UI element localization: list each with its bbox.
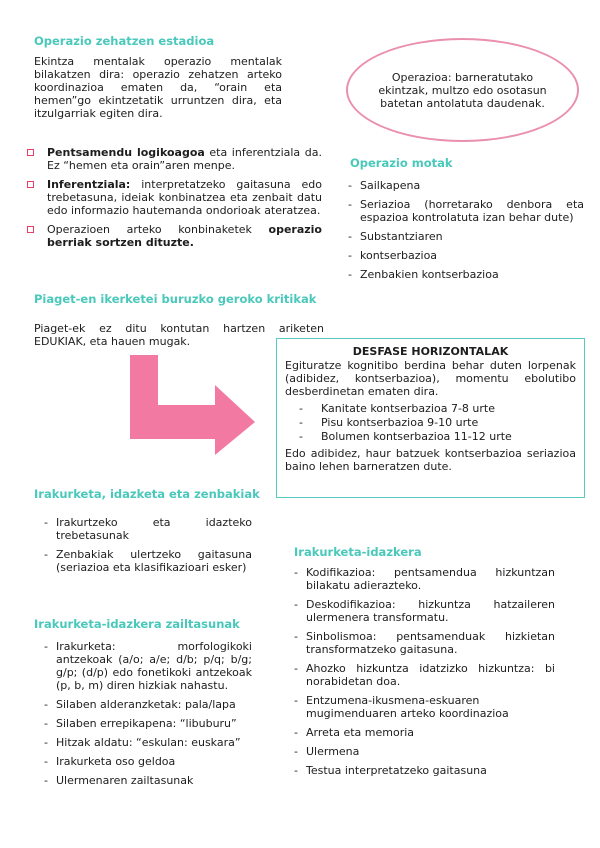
desfase-title: DESFASE HORIZONTALAK [352,345,509,358]
ellipse-text: Operazioa: barneratutako ekintzak, multzo edo osotasun batetan antolatuta daudenak. [378,70,547,110]
list-item: - Deskodifikazioa: hizkuntza hatzaileren ulermenera transformatu. [292,598,555,624]
list-item: - Kodifikazioa: pentsamendua hizkuntzan bilakatu adierazteko. [292,566,555,592]
difficulties-list [42,640,252,793]
literacy-heading: Irakurketa-idazkera [294,545,422,559]
stage-bullets [27,146,322,255]
list-item: - Zenbakiak ulertzeko gaitasuna (seriazioa eta klasifikazioari esker) [42,548,252,574]
list-item: - Irakurketa oso geldoa [42,755,252,768]
list-item: - Sinbolismoa: pentsamenduak hizkietan transformatzeko gaitasuna. [292,630,555,656]
list-item: - Silaben errepikapena: “libuburu” [42,717,252,730]
list-item: - Silaben alderanzketak: pala/lapa [42,698,252,711]
types-list [346,179,584,287]
list-item: - Sailkapena [346,179,584,192]
list-item: - Irakurketa: morfologikoki antzekoak (a/o; a/e; d/b; p/q; b/g; g/p; (d/p) edo fonetikoki antzekoak (p, b, m) diren hizkiak nahastu. [42,640,252,692]
list-item: - Substantziaren [346,230,584,243]
arrow-right-icon [120,355,260,455]
list-item: - Pisu kontserbazioa 9-10 urte [285,416,576,429]
stage-bullet: Pentsamendu logikoagoa eta inferentziala da. Ez “hemen eta orain”aren menpe. [27,146,322,172]
piaget-text: Piaget-ek ez ditu kontutan hartzen ariketen EDUKIAK, eta hauen mugak. [34,322,324,348]
stage-text: Ekintza mentalak operazio mentalak bilakatzen dira: operazio zehatzen arteko koordinazioa ematen da, “orain eta hemen”go ekintzetatik urruntzen dira, eta itzulgarriak egiten dira. [34,55,282,120]
square-bullet-icon [27,149,34,156]
list-item: - Ulermenaren zailtasunak [42,774,252,787]
difficulties-heading: Irakurketa-idazkera zailtasunak [34,617,240,631]
reading-list [42,516,252,580]
list-item: - Kanitate kontserbazioa 7-8 urte [285,402,576,415]
list-item: - Bolumen kontserbazioa 11-12 urte [285,430,576,443]
desfase-intro: Egituratze kognitibo berdina behar duten lorpenak (adibidez, kontserbazioa), momentu ebolutibo desberdinetan ematen dira. [285,359,576,398]
square-bullet-icon [27,181,34,188]
stage-bullet: Inferentziala: interpretatzeko gaitasuna edo trebetasuna, ideiak konbinatzea eta zenbait datu edo informazio hautemanda ondorioak ateratzea. [27,178,322,217]
types-heading: Operazio motak [350,156,453,170]
list-item: - kontserbazioa [346,249,584,262]
operation-ellipse [346,38,579,142]
list-item: - Seriazioa (horretarako denbora eta espazioa kontrolatuta izan behar dute) [346,198,584,224]
desfase-outro: Edo adibidez, haur batzuek kontserbazioa seriazioa baino lehen barneratzen dute. [285,447,576,473]
reading-heading: Irakurketa, idazketa eta zenbakiak [34,487,260,501]
list-item: - Zenbakien kontserbazioa [346,268,584,281]
stage-bullet: Operazioen arteko konbinaketek operazio berriak sortzen dituzte. [27,223,322,249]
square-bullet-icon [27,226,34,233]
desfase-list [285,402,576,443]
desfase-box [276,338,585,498]
list-item: - Ulermena [292,745,555,758]
list-item: - Hitzak aldatu: “eskulan: euskara” [42,736,252,749]
list-item: - Entzumena-ikusmena-eskuaren mugimenduaren arteko koordinazioa [292,694,555,720]
list-item: - Ahozko hizkuntza idatzizko hizkuntza: bi norabidetan doa. [292,662,555,688]
literacy-list [292,566,555,783]
piaget-heading: Piaget-en ikerketei buruzko geroko kritikak [34,292,317,306]
list-item: - Arreta eta memoria [292,726,555,739]
stage-heading: Operazio zehatzen estadioa [34,34,215,48]
list-item: - Irakurtzeko eta idazteko trebetasunak [42,516,252,542]
list-item: - Testua interpretatzeko gaitasuna [292,764,555,777]
